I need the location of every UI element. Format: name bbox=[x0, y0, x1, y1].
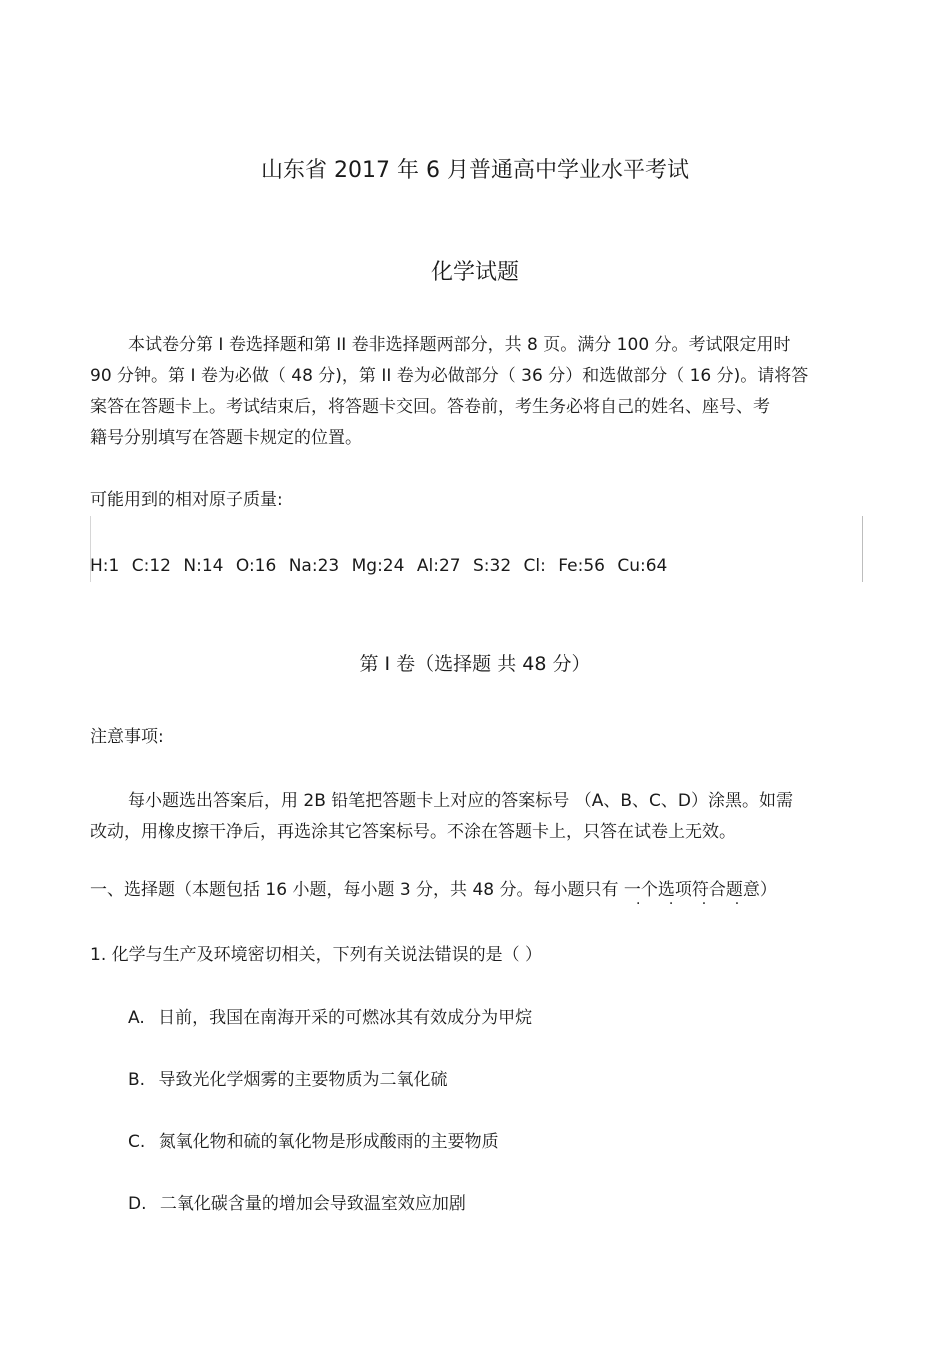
part-heading: 一、选择题（本题包括 16 小题，每小题 3 分，共 48 分。每小题只有 一个选项符合题意） bbox=[90, 880, 777, 900]
option-d bbox=[128, 1189, 466, 1214]
atomic-mass-item: S:32 bbox=[472, 556, 512, 576]
instructions-line-4: 籍号分别填写在答题卡规定的位置。 bbox=[90, 428, 362, 448]
atomic-mass-item: C:12 bbox=[131, 556, 171, 576]
option-letter: C. bbox=[128, 1132, 146, 1152]
atomic-mass-item: Cu:64 bbox=[617, 556, 668, 576]
option-b bbox=[128, 1065, 447, 1090]
atomic-mass-item: O:16 bbox=[235, 556, 277, 576]
option-text: 日前，我国在南海开采的可燃冰其有效成分为甲烷 bbox=[158, 1008, 533, 1028]
option-text: 氮氧化物和硫的氧化物是形成酸雨的主要物质 bbox=[158, 1132, 499, 1152]
atomic-mass-item: H:1 bbox=[90, 556, 120, 576]
option-letter: A. bbox=[128, 1008, 145, 1028]
atomic-mass-item: Na:23 bbox=[288, 556, 340, 576]
exam-title: 山东省 2017 年 6 月普通高中学业水平考试 bbox=[261, 158, 689, 183]
exam-subtitle: 化学试题 bbox=[430, 260, 519, 285]
option-c bbox=[128, 1127, 499, 1152]
option-letter: B. bbox=[128, 1070, 146, 1090]
option-letter: D. bbox=[128, 1194, 147, 1214]
question-1-stem: 1. 化学与生产及环境密切相关，下列有关说法错误的是（ ） bbox=[90, 945, 543, 965]
notice-line-2: 改动，用橡皮擦干净后，再选涂其它答案标号。不涂在答题卡上，只答在试卷上无效。 bbox=[90, 822, 736, 842]
section-heading: 第 I 卷（选择题 共 48 分） bbox=[359, 653, 591, 675]
atomic-mass-label: 可能用到的相对原子质量: bbox=[90, 490, 283, 510]
option-a bbox=[128, 1003, 532, 1028]
option-text: 导致光化学烟雾的主要物质为二氧化硫 bbox=[158, 1070, 448, 1090]
instructions-line-1: 本试卷分第 I 卷选择题和第 II 卷非选择题两部分，共 8 页。满分 100 分。考试限定用时 bbox=[128, 335, 791, 355]
option-text: 二氧化碳含量的增加会导致温室效应加剧 bbox=[159, 1194, 466, 1214]
atomic-mass-item: Cl: bbox=[523, 556, 546, 576]
instructions-line-3: 案答在答题卡上。考试结束后，将答题卡交回。答卷前，考生务必将自己的姓名、座号、考 bbox=[90, 397, 770, 417]
atomic-mass-list bbox=[90, 556, 674, 576]
instructions-line-2: 90 分钟。第 I 卷为必做（ 48 分)，第 II 卷为必做部分（ 36 分）和选做部分（ 16 分)。请将答 bbox=[90, 366, 809, 386]
notice-label: 注意事项: bbox=[90, 727, 164, 747]
atomic-mass-item: Fe:56 bbox=[558, 556, 605, 576]
atomic-mass-item: N:14 bbox=[183, 556, 224, 576]
atomic-mass-item: Mg:24 bbox=[351, 556, 405, 576]
notice-line-1: 每小题选出答案后，用 2B 铅笔把答题卡上对应的答案标号 （A、B、C、D）涂黑。如需 bbox=[128, 791, 793, 811]
emphasis-dots: · · · · bbox=[636, 896, 752, 912]
atomic-mass-item: Al:27 bbox=[416, 556, 461, 576]
